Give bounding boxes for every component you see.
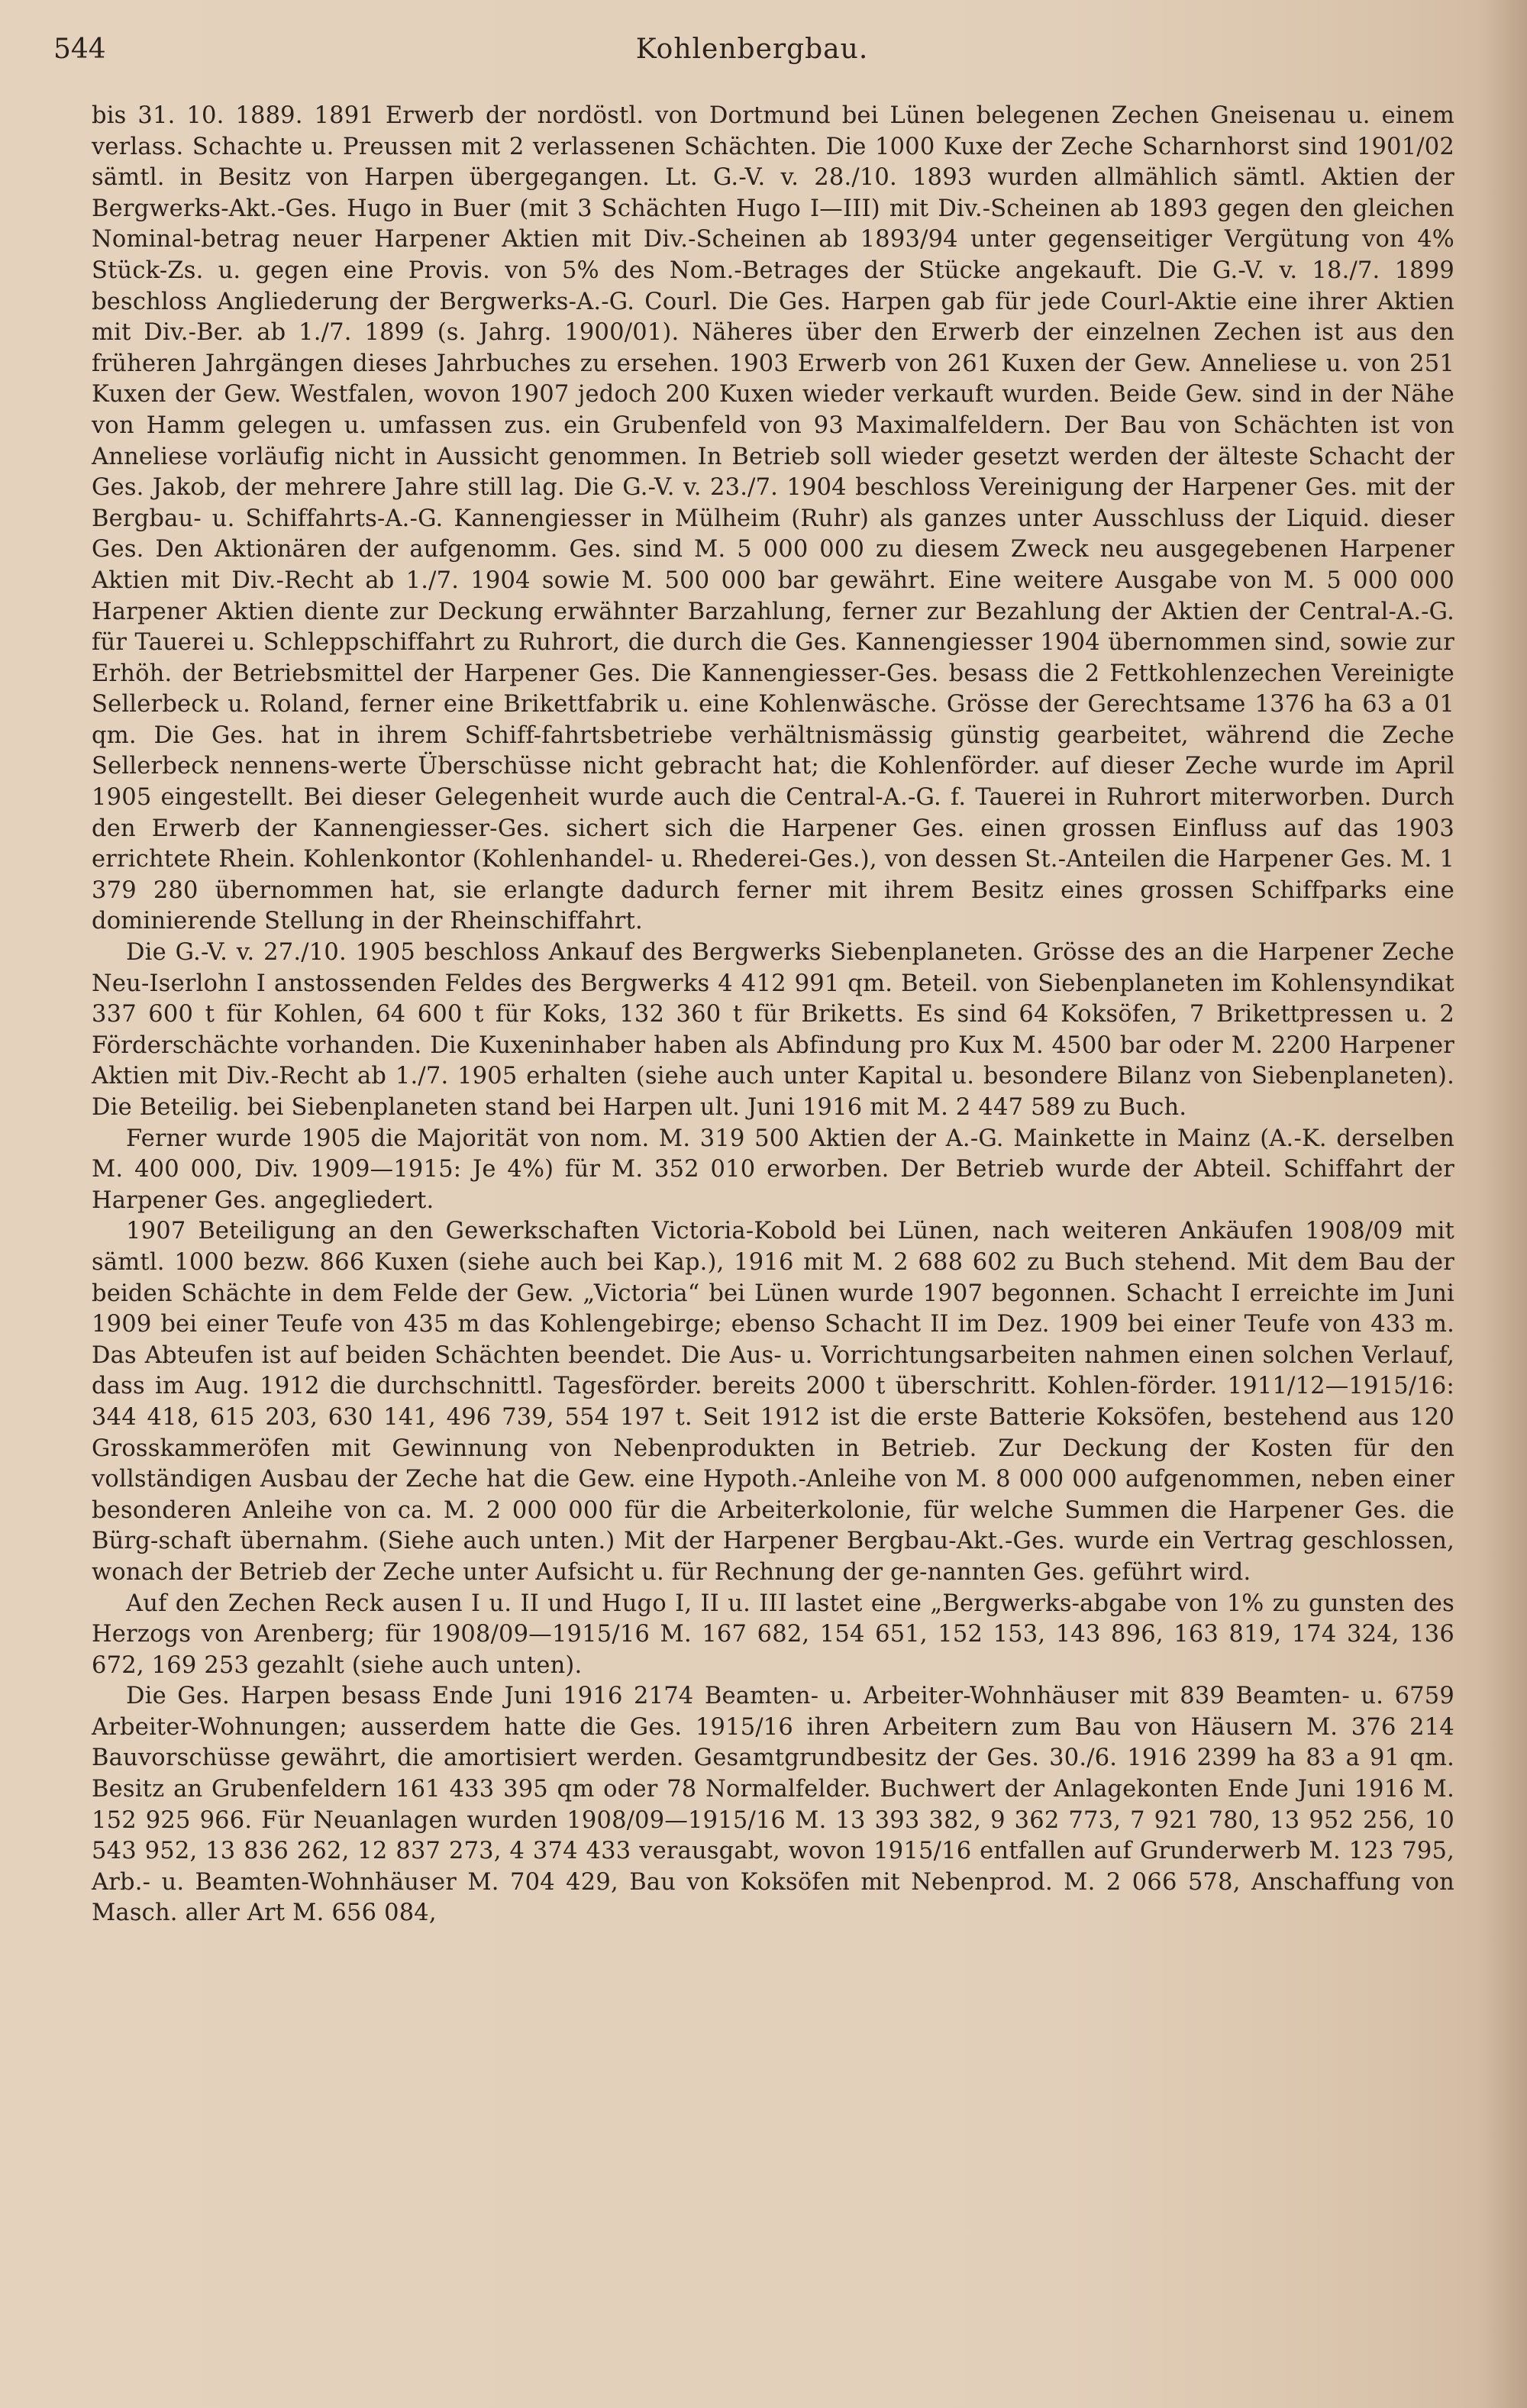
running-head: Kohlenbergbau. [635,34,869,65]
page-number: 544 [53,34,106,65]
paragraph-bergwerksabgabe: Auf den Zechen Reck ausen I u. II und Hugo I, II u. III lastet eine „Bergwerks-abgabe von 1% zu gunsten des Herzogs von Arenberg; für 1908/09—1915/16 M. 167 682, 154 651, 152 153, 143 896, 163 819, 174 324, 136 672, 169 253 gezahlt (siehe auch unten). [92,1590,1454,1679]
paragraph-history: bis 31. 10. 1889. 1891 Erwerb der nordöstl. von Dortmund bei Lünen belegenen Zechen Gneisenau u. einem verlass. Schachte u. Preussen mit 2 verlassenen Schächten. Die 1000 Kuxe der Zeche Scharnhorst sind 1901/02 sämtl. in Besitz von Harpen übergegangen. Lt. G.-V. v. 28./10. 1893 wurden allmählich sämtl. Aktien der Bergwerks-Akt.-Ges. Hugo in Buer (mit 3 Schächten Hugo I—III) mit Div.-Scheinen ab 1893 gegen den gleichen Nominal-betrag neuer Harpener Aktien mit Div.-Scheinen ab 1893/94 unter gegenseitiger Vergütung von 4% Stück-Zs. u. gegen eine Provis. von 5% des Nom.-Betrages der Stücke angekauft. Die G.-V. v. 18./7. 1899 beschloss Angliederung der Bergwerks-A.-G. Courl. Die Ges. Harpen gab für jede Courl-Aktie eine ihrer Aktien mit Div.-Ber. ab 1./7. 1899 (s. Jahrg. 1900/01). Näheres über den Erwerb der einzelnen Zechen ist aus den früheren Jahrgängen dieses Jahrbuches zu ersehen. 1903 Erwerb von 261 Kuxen der Gew. Anneliese u. von 251 Kuxen der Gew. Westfalen, wovon 1907 jedoch 200 Kuxen wieder verkauft wurden. Beide Gew. sind in der Nähe von Hamm gelegen u. umfassen zus. ein Grubenfeld von 93 Maximalfeldern. Der Bau von Schächten ist von Anneliese vorläufig nicht in Aussicht genommen. In Betrieb soll wieder gesetzt werden der älteste Schacht der Ges. Jakob, der mehrere Jahre still lag. Die G.-V. v. 23./7. 1904 beschloss Vereinigung der Harpener Ges. mit der Bergbau- u. Schiffahrts-A.-G. Kannengiesser in Mülheim (Ruhr) als ganzes unter Ausschluss der Liquid. dieser Ges. Den Aktionären der aufgenomm. Ges. sind M. 5 000 000 zu diesem Zweck neu ausgegebenen Harpener Aktien mit Div.-Recht ab 1./7. 1904 sowie M. 500 000 bar gewährt. Eine weitere Ausgabe von M. 5 000 000 Harpener Aktien diente zur Deckung erwähnter Barzahlung, ferner zur Bezahlung der Aktien der Central-A.-G. für Tauerei u. Schleppschiffahrt zu Ruhrort, die durch die Ges. Kannengiesser 1904 übernommen sind, sowie zur Erhöh. der Betriebsmittel der Harpener Ges. Die Kannengiesser-Ges. besass die 2 Fettkohlenzechen Vereinigte Sellerbeck u. Roland, ferner eine Brikettfabrik u. eine Kohlenwäsche. Grösse der Gerechtsame 1376 ha 63 a 01 qm. Die Ges. hat in ihrem Schiff-fahrtsbetriebe verhältnismässig günstig gearbeitet, während die Zeche Sellerbeck nennens-werte Überschüsse nicht gebracht hat; die Kohlenförder. auf dieser Zeche wurde im April 1905 eingestellt. Bei dieser Gelegenheit wurde auch die Central-A.-G. f. Tauerei in Ruhrort miterworben. Durch den Erwerb der Kannengiesser-Ges. sichert sich die Harpener Ges. einen grossen Einfluss auf das 1903 errichtete Rhein. Kohlenkontor (Kohlenhandel- u. Rhederei-Ges.), von dessen St.-Anteilen die Harpener Ges. M. 1 379 280 übernommen hat, sie erlangte dadurch ferner mit ihrem Besitz eines grossen Schiffparks eine dominierende Stellung in der Rheinschiffahrt. [92,102,1454,935]
body-text [92,101,1454,1929]
paragraph-victoria-kobold: 1907 Beteiligung an den Gewerkschaften Victoria-Kobold bei Lünen, nach weiteren Ankäufen 1908/09 mit sämtl. 1000 bezw. 866 Kuxen (siehe auch bei Kap.), 1916 mit M. 2 688 602 zu Buch stehend. Mit dem Bau der beiden Schächte in dem Felde der Gew. „Victoria“ bei Lünen wurde 1907 begonnen. Schacht I erreichte im Juni 1909 bei einer Teufe von 435 m das Kohlengebirge; ebenso Schacht II im Dez. 1909 bei einer Teufe von 433 m. Das Abteufen ist auf beiden Schächten beendet. Die Aus- u. Vorrichtungsarbeiten nahmen einen solchen Verlauf, dass im Aug. 1912 die durchschnittl. Tagesförder. bereits 2000 t überschritt. Kohlen-förder. 1911/12—1915/16: 344 418, 615 203, 630 141, 496 739, 554 197 t. Seit 1912 ist die erste Batterie Koksöfen, bestehend aus 120 Grosskammeröfen mit Gewinnung von Nebenprodukten in Betrieb. Zur Deckung der Kosten für den vollständigen Ausbau der Zeche hat die Gew. eine Hypoth.-Anleihe von M. 8 000 000 aufgenommen, neben einer besonderen Anleihe von ca. M. 2 000 000 für die Arbeiterkolonie, für welche Summen die Harpener Ges. die Bürg-schaft übernahm. (Siehe auch unten.) Mit der Harpener Bergbau-Akt.-Ges. wurde ein Vertrag geschlossen, wonach der Betrieb der Zeche unter Aufsicht u. für Rechnung der ge-nannten Ges. geführt wird. [92,1218,1454,1586]
page-header [53,31,1451,69]
paragraph-property: Die Ges. Harpen besass Ende Juni 1916 2174 Beamten- u. Arbeiter-Wohnhäuser mit 839 Beamten- u. 6759 Arbeiter-Wohnungen; ausserdem hatte die Ges. 1915/16 ihren Arbeitern zum Bau von Häusern M. 376 214 Bauvorschüsse gewährt, die amortisiert werden. Gesamtgrundbesitz der Ges. 30./6. 1916 2399 ha 83 a 91 qm. Besitz an Grubenfeldern 161 433 395 qm oder 78 Normalfelder. Buchwert der Anlagekonten Ende Juni 1916 M. 152 925 966. Für Neuanlagen wurden 1908/09—1915/16 M. 13 393 382, 9 362 773, 7 921 780, 13 952 256, 10 543 952, 13 836 262, 12 837 273, 4 374 433 verausgabt, wovon 1915/16 entfallen auf Grunderwerb M. 123 795, Arb.- u. Beamten-Wohnhäuser M. 704 429, Bau von Koksöfen mit Nebenprod. M. 2 066 578, Anschaffung von Masch. aller Art M. 656 084, [92,1683,1454,1927]
paragraph-mainkette: Ferner wurde 1905 die Majorität von nom. M. 319 500 Aktien der A.-G. Mainkette in Mainz (A.-K. derselben M. 400 000, Div. 1909—1915: Je 4%) für M. 352 010 erworben. Der Betrieb wurde der Abteil. Schiffahrt der Harpener Ges. angegliedert. [92,1125,1454,1214]
paragraph-siebenplaneten: Die G.-V. v. 27./10. 1905 beschloss Ankauf des Bergwerks Siebenplaneten. Grösse des an die Harpener Zeche Neu-Iserlohn I anstossenden Feldes des Bergwerks 4 412 991 qm. Beteil. von Siebenplaneten im Kohlensyndikat 337 600 t für Kohlen, 64 600 t für Koks, 132 360 t für Briketts. Es sind 64 Koksöfen, 7 Brikettpressen u. 2 Förderschächte vorhanden. Die Kuxeninhaber haben als Abfindung pro Kux M. 4500 bar oder M. 2200 Harpener Aktien mit Div.-Recht ab 1./7. 1905 erhalten (siehe auch unter Kapital u. besondere Bilanz von Siebenplaneten). Die Beteilig. bei Siebenplaneten stand bei Harpen ult. Juni 1916 mit M. 2 447 589 zu Buch. [92,939,1454,1121]
binding-edge-shadow [1481,0,1527,2408]
